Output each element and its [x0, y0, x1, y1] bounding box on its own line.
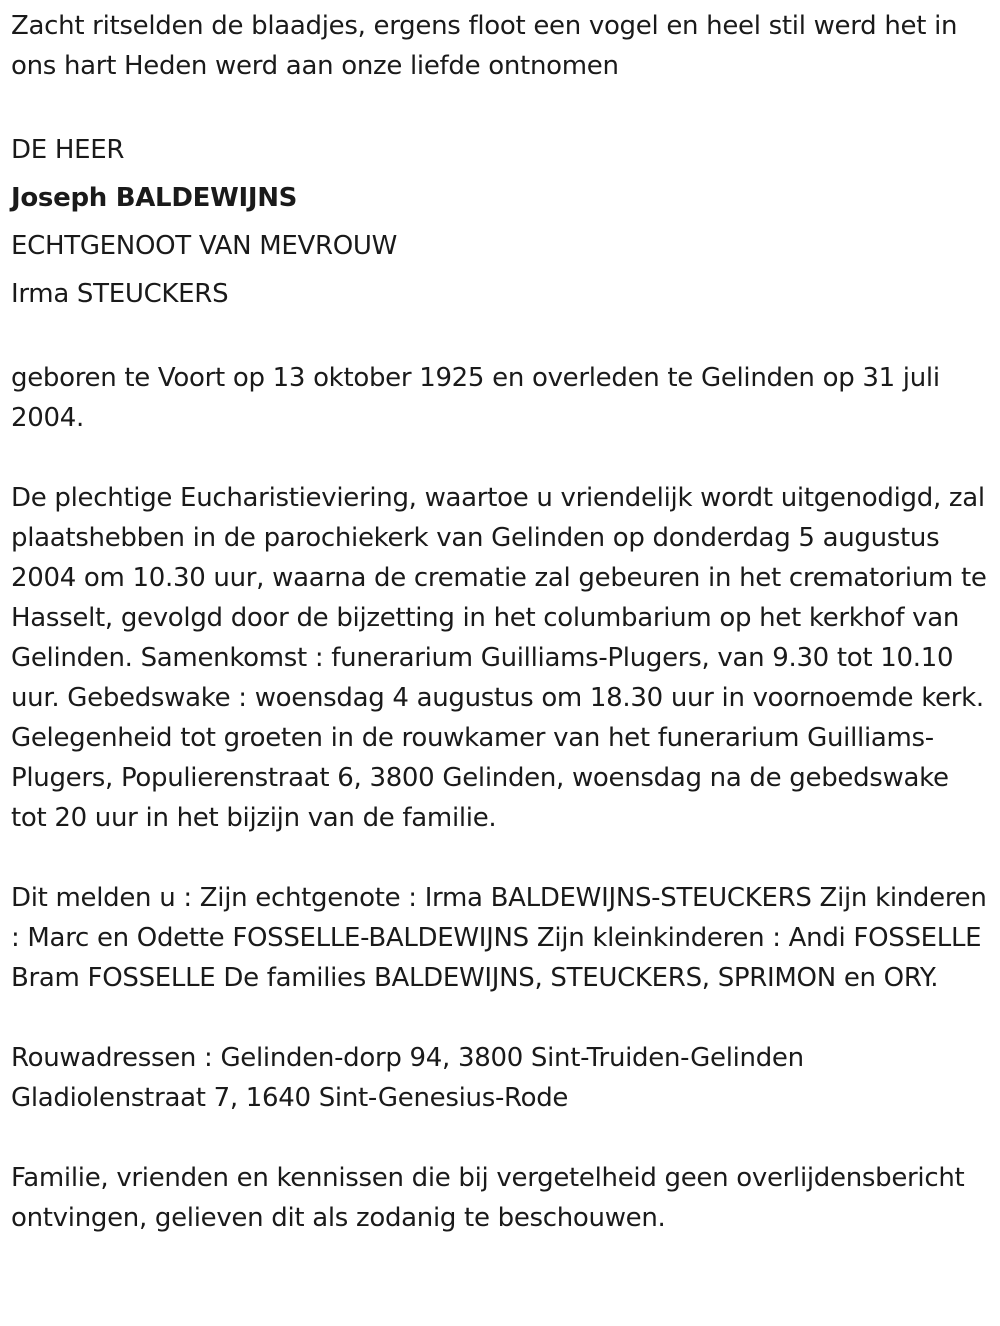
spacer	[11, 998, 991, 1038]
spacer	[11, 318, 991, 358]
addresses-paragraph: Rouwadressen : Gelinden-dorp 94, 3800 Sint-Truiden-Gelinden Gladiolenstraat 7, 1640 Sint-Genesius-Rode	[11, 1043, 804, 1113]
deceased-name: Joseph BALDEWIJNS	[11, 183, 298, 213]
spacer	[11, 438, 991, 478]
spouse-name: Irma STEUCKERS	[11, 279, 229, 309]
title-prefix: DE HEER	[11, 135, 125, 165]
intro-verse: Zacht ritselden de blaadjes, ergens floot een vogel en heel stil werd het in ons hart Heden werd aan onze liefde ontnomen	[11, 11, 958, 81]
birth-death-paragraph: geboren te Voort op 13 oktober 1925 en overleden te Gelinden op 31 juli 2004.	[11, 363, 940, 433]
obituary-document	[11, 6, 991, 1238]
family-paragraph: Dit melden u : Zijn echtgenote : Irma BALDEWIJNS-STEUCKERS Zijn kinderen : Marc en Odette FOSSELLE-BALDEWIJNS Zijn kleinkinderen : Andi FOSSELLE Bram FOSSELLE De families BALDEWIJNS, STEUCKERS, SPRIMON en ORY.	[11, 883, 987, 993]
spacer	[11, 838, 991, 878]
spacer	[11, 1118, 991, 1158]
spouse-label: ECHTGENOOT VAN MEVROUW	[11, 231, 398, 261]
ceremony-paragraph: De plechtige Eucharistieviering, waartoe u vriendelijk wordt uitgenodigd, zal plaatshebben in de parochiekerk van Gelinden op donderdag 5 augustus 2004 om 10.30 uur, waarna de crematie zal gebeuren in het crematorium te Hasselt, gevolgd door de bijzetting in het columbarium op het kerkhof van Gelinden. Samenkomst : funerarium Guilliams-Plugers, van 9.30 tot 10.10 uur. Gebedswake : woensdag 4 augustus om 18.30 uur in voornoemde kerk. Gelegenheid tot groeten in de rouwkamer van het funerarium Guilliams-Plugers, Populierenstraat 6, 3800 Gelinden, woensdag na de gebedswake tot 20 uur in het bijzijn van de familie.	[11, 483, 987, 833]
spacer	[11, 86, 991, 126]
closing-paragraph: Familie, vrienden en kennissen die bij vergetelheid geen overlijdensbericht ontvingen, gelieven dit als zodanig te beschouwen.	[11, 1163, 965, 1233]
